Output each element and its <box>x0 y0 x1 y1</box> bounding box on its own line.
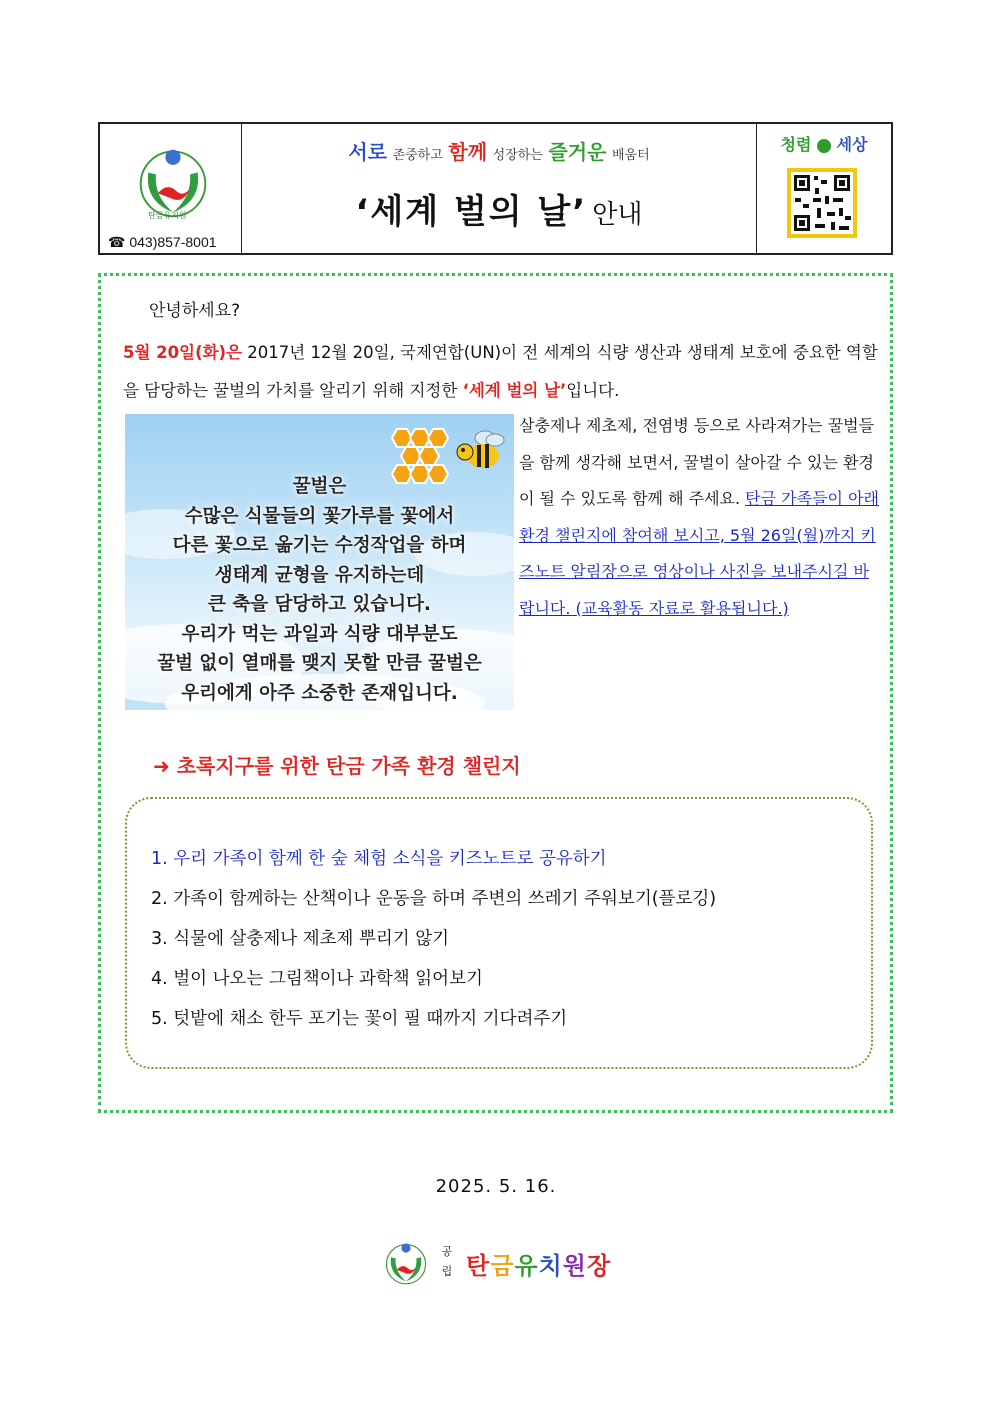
logo-caption: 탄금유치원 <box>148 211 187 220</box>
motto-word: 즐거운 <box>548 140 607 164</box>
notice-frame <box>98 273 893 1113</box>
phone-text: 043)857-8001 <box>129 234 217 250</box>
bee-info-line: 다른 꽃으로 옮기는 수정작업을 하며 <box>172 535 467 556</box>
title-char: 장 <box>586 1252 612 1280</box>
intro-end: 입니다. <box>566 381 620 400</box>
bee-info-line: 꿀벌 없이 열매를 맺지 못할 만큼 꿀벌은 <box>157 653 482 674</box>
challenge-box <box>125 797 873 1069</box>
campaign-word: 청렴 <box>780 135 812 154</box>
integrity-campaign <box>757 132 891 155</box>
motto-word: 서로 <box>348 140 387 164</box>
challenge-title: ➜ 초록지구를 위한 탄금 가족 환경 챌린지 <box>153 754 521 778</box>
issue-date: 2025. 5. 16. <box>435 1176 557 1197</box>
title-char: 치 <box>538 1252 563 1280</box>
bee-icon <box>455 428 505 474</box>
motto-word: 배움터 <box>611 148 650 163</box>
motto-word: 함께 <box>448 140 488 164</box>
event-date: 5월 20일(화)은 <box>123 343 243 362</box>
bee-info-image <box>125 414 514 710</box>
document-title <box>242 184 756 233</box>
motto-word: 존중하고 <box>392 148 443 163</box>
participation-request: 탄금 가족들이 아래 환경 챌린지에 참여해 보시고, 5월 26일(월)까지 키즈노트 알림장으로 영상이나 사진을 보내주시길 바랍니다. (교육활동 자료로 활용됩니다.) <box>519 489 879 618</box>
title-char: 금 <box>490 1252 515 1280</box>
qr-code-icon[interactable] <box>787 168 857 238</box>
challenge-list <box>151 839 861 1039</box>
campaign-emblem-icon <box>817 139 831 153</box>
challenge-item: 4. 벌이 나오는 그림책이나 과학책 읽어보기 <box>151 969 483 989</box>
bee-info-line: 수많은 식물들의 꽃가루를 꽃에서 <box>184 505 455 527</box>
phone-icon: ☎ <box>108 234 126 250</box>
bee-info-line: 큰 축을 담당하고 있습니다. <box>208 594 431 615</box>
bee-info-text <box>125 472 514 708</box>
title-sub: 안내 <box>592 200 643 230</box>
kindergarten-logo-box <box>100 124 242 253</box>
challenge-item: 1. 우리 가족이 함께 한 숲 체험 소식을 키즈노트로 공유하기 <box>151 849 607 869</box>
signature-block <box>380 1240 640 1288</box>
principal-title <box>466 1246 611 1281</box>
prefix-char: 공 <box>441 1245 453 1258</box>
bee-info-line: 꿀벌은 <box>292 476 347 497</box>
kindergarten-logo-icon <box>135 144 211 220</box>
side-paragraph <box>519 408 879 627</box>
side-text: 살충제나 제초제, 전염병 등으로 사라져가는 꿀벌들을 함께 생각해 보면서, 꿀벌이 살아갈 수 있는 환경이 될 수 있도록 함께 해 주세요. <box>519 416 875 508</box>
school-motto <box>242 136 756 165</box>
bee-info-line: 우리가 먹는 과일과 식량 대부분도 <box>181 623 458 645</box>
bee-info-line: 우리에게 아주 소중한 존재입니다. <box>181 682 458 704</box>
campaign-box <box>756 124 891 253</box>
motto-word: 성장하는 <box>492 148 543 163</box>
campaign-word: 세상 <box>836 135 868 154</box>
challenge-item: 3. 식물에 살충제나 제초제 뿌리기 않기 <box>151 929 450 949</box>
bee-info-line: 생태계 균형을 유지하는데 <box>214 564 425 586</box>
document-header <box>98 122 893 255</box>
title-main: ‘세계 벌의 날’ <box>355 192 588 232</box>
title-char: 유 <box>514 1252 539 1280</box>
event-name: ‘세계 벌의 날’ <box>462 381 567 400</box>
challenge-item: 2. 가족이 함께하는 산책이나 운동을 하며 주변의 쓰레기 주워보기(플로깅) <box>151 889 717 909</box>
phone-number <box>108 234 217 251</box>
greeting: 안녕하세요? <box>149 301 241 321</box>
public-prefix <box>440 1242 454 1282</box>
kindergarten-logo-small-icon <box>380 1240 432 1286</box>
intro-text: 2017년 12월 20일, 국제연합(UN)이 전 세계의 식량 생산과 생태계 보호에 중요한 역할을 담당하는 꿀벌의 가치를 알리기 위해 지정한 <box>123 343 878 400</box>
challenge-item: 5. 텃밭에 채소 한두 포기는 꽃이 필 때까지 기다려주기 <box>151 1009 568 1029</box>
intro-paragraph <box>123 334 878 410</box>
title-char: 원 <box>562 1252 587 1280</box>
title-char: 탄 <box>466 1252 491 1280</box>
prefix-char: 립 <box>441 1265 453 1278</box>
